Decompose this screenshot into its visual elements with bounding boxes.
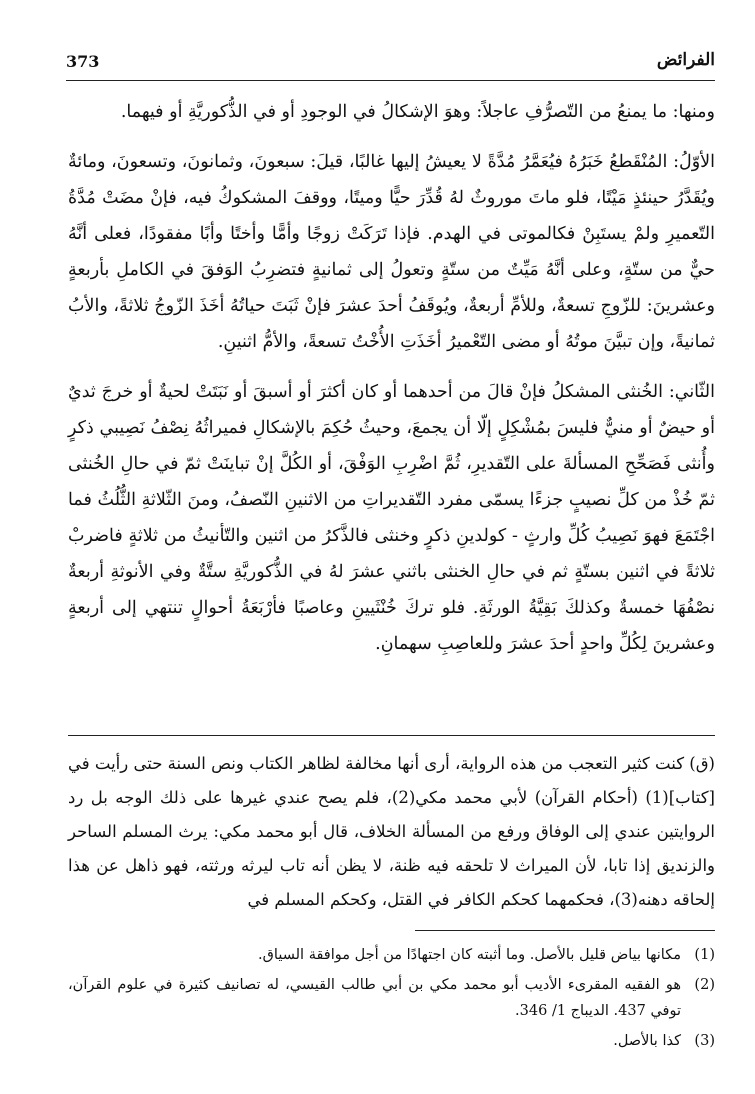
footnote-item [68,1028,715,1054]
footnote-text: هو الفقيه المقرىء الأديب أبو محمد مكي بن أبي طالب القيسي، له تصانيف كثيرة في علوم القرآن، توفي 437. الديباج 1/ 346. [68,977,681,1019]
paragraph-hermaphrodite: الثّاني: الخُنثى المشكلُ فإنْ قالَ من أحدهما أو كان أكثرَ أو أسبقَ أو نَبَتَتْ لحيةٌ أو خرجَ ثديٌ أو حيضٌ أو منيٌّ فليسَ بمُشْكِلٍ إلّا أن يجمعَ، وحيثُ حُكِمَ بالإشكالِ فميراثُهُ نِصْفُ نَصِيبي ذكرٍ وأُنثى فَصَحِّحِ المسألةَ على التّقديرِ، ثُمَّ اضْرِبِ الوَفْقَ، أو الكُلَّ إنْ تباينَتْ ثمّ في حالِ الخُنثى ثمّ خُذْ من كلِّ نصيبٍ جزءًا يسمّى مفرد التّقديراتِ من الاثنينِ النّصفُ، ومنَ الثّلاثةِ الثُّلُثُ فما اجْتَمَعَ فهوَ نَصِيبُ كُلِّ وارثٍ - كولدينِ ذكرٍ وخنثى فالذَّكرُ من اثنين والتّأنيثُ من ثلاثةٍ فاضربْ ثلاثةً في اثنين بستّةٍ ثم في حالِ الخنثى باثني عشرَ لهُ في الذُّكوريَّةِ ستَّةٌ وفي الأنوثةِ أربعةٌ نصْفُهَا خمسةٌ وكذلكَ بَقِيَّةُ الورثَةِ. فلو تركَ خُنْثَيينِ وعاصبًا فأرْبَعَةُ أحوالٍ تنتهي إلى أربعةٍ وعشرينَ لِكُلِّ واحدٍ أحدَ عشرَ وللعاصِبِ سهمانِ. [68,382,715,654]
footnote-item [68,972,715,1024]
page-number: 373 [66,52,100,71]
annotation-divider [68,735,715,736]
main-text [68,94,715,676]
footnote-divider [415,930,715,931]
footnote-number: (1) [694,947,715,963]
page-header [66,50,715,81]
footnotes [68,942,715,1058]
annotation-block [68,747,715,917]
footnote-number: (3) [694,1033,715,1049]
footnote-text: كذا بالأصل. [613,1033,681,1049]
footnote-text: مكانها بياض قليل بالأصل. وما أثبته كان اجتهادًا من أجل موافقة السياق. [258,947,681,963]
paragraph-missing-person: الأوّلُ: المُنْقَطعُ خَبَرُهُ فيُعَمَّرُ مُدَّةً لا يعيشُ إليها غالبًا، قيلَ: سبعونَ، وثمانونَ، وتسعونَ، ومائةٌ ويُقَدَّرُ حينئذٍ مَيْتًا، فلو ماتَ موروثٌ لهُ قُدِّرَ حيًّا وميتًا، ووقفَ المشكوكُ فيه، فإنْ مضَتْ مُدَّةُ التّعميرِ ولمْ يستَبِنْ فكالموتى في الهدم. فإذا تَرَكَتْ زوجًا وأمًّا وأختًا وأبًا مفقودًا، فعلى أنَّهُ حيٌّ من ستّةٍ، وعلى أنَّهُ مَيِّتٌ من ستّةٍ وتعولُ إلى ثمانيةٍ فتضرِبُ الوَفقَ في الكاملِ بأربعةٍ وعشرينَ: للزّوجِ تسعةٌ، وللأمِّ أربعةٌ، ويُوقَفُ أحدَ عشرَ فإنْ ثَبَتَ حياتُهُ أخَذَ الزّوجُ ثلاثةً، والأبُ ثمانيةً، وإن تبيَّنَ موتُهُ أو مضى التّعْميرُ أخَذَتِ الأُخْتُ تسعةً، والأمُّ اثنينِ. [68,152,715,352]
paragraph-intro: ومنها: ما يمنعُ من التّصرُّفِ عاجلاً: وهوَ الإشكالُ في الوجودِ أو في الذُّكوريَّةِ أو فيهما. [120,102,715,122]
annotation-text: (ق) كنت كثير التعجب من هذه الرواية، أرى أنها مخالفة لظاهر الكتاب ونص السنة حتى رأيت في [كتاب](1) (أحكام القرآن) لأبي محمد مكي(2)، فلم يصح عندي غيرها على ذلك الوجه بل رد الروايتين عندي إلى الوفاق ورفع من المسألة الخلاف، قال أبو محمد مكي: يرث المسلم الساحر والزنديق إذا تابا، لأن الميراث لا تلحقه فيه ظنة، لا يظن أنه تاب ليرثه ورثته، فهو ذاهل عن هذا إلحاقه دهنه(3)، فحكمهما كحكم الكافر في القتل، وكحكم المسلم في [68,754,715,909]
footnote-number: (2) [694,977,715,993]
running-title: الفرائض [656,50,715,70]
footnote-item [68,942,715,968]
